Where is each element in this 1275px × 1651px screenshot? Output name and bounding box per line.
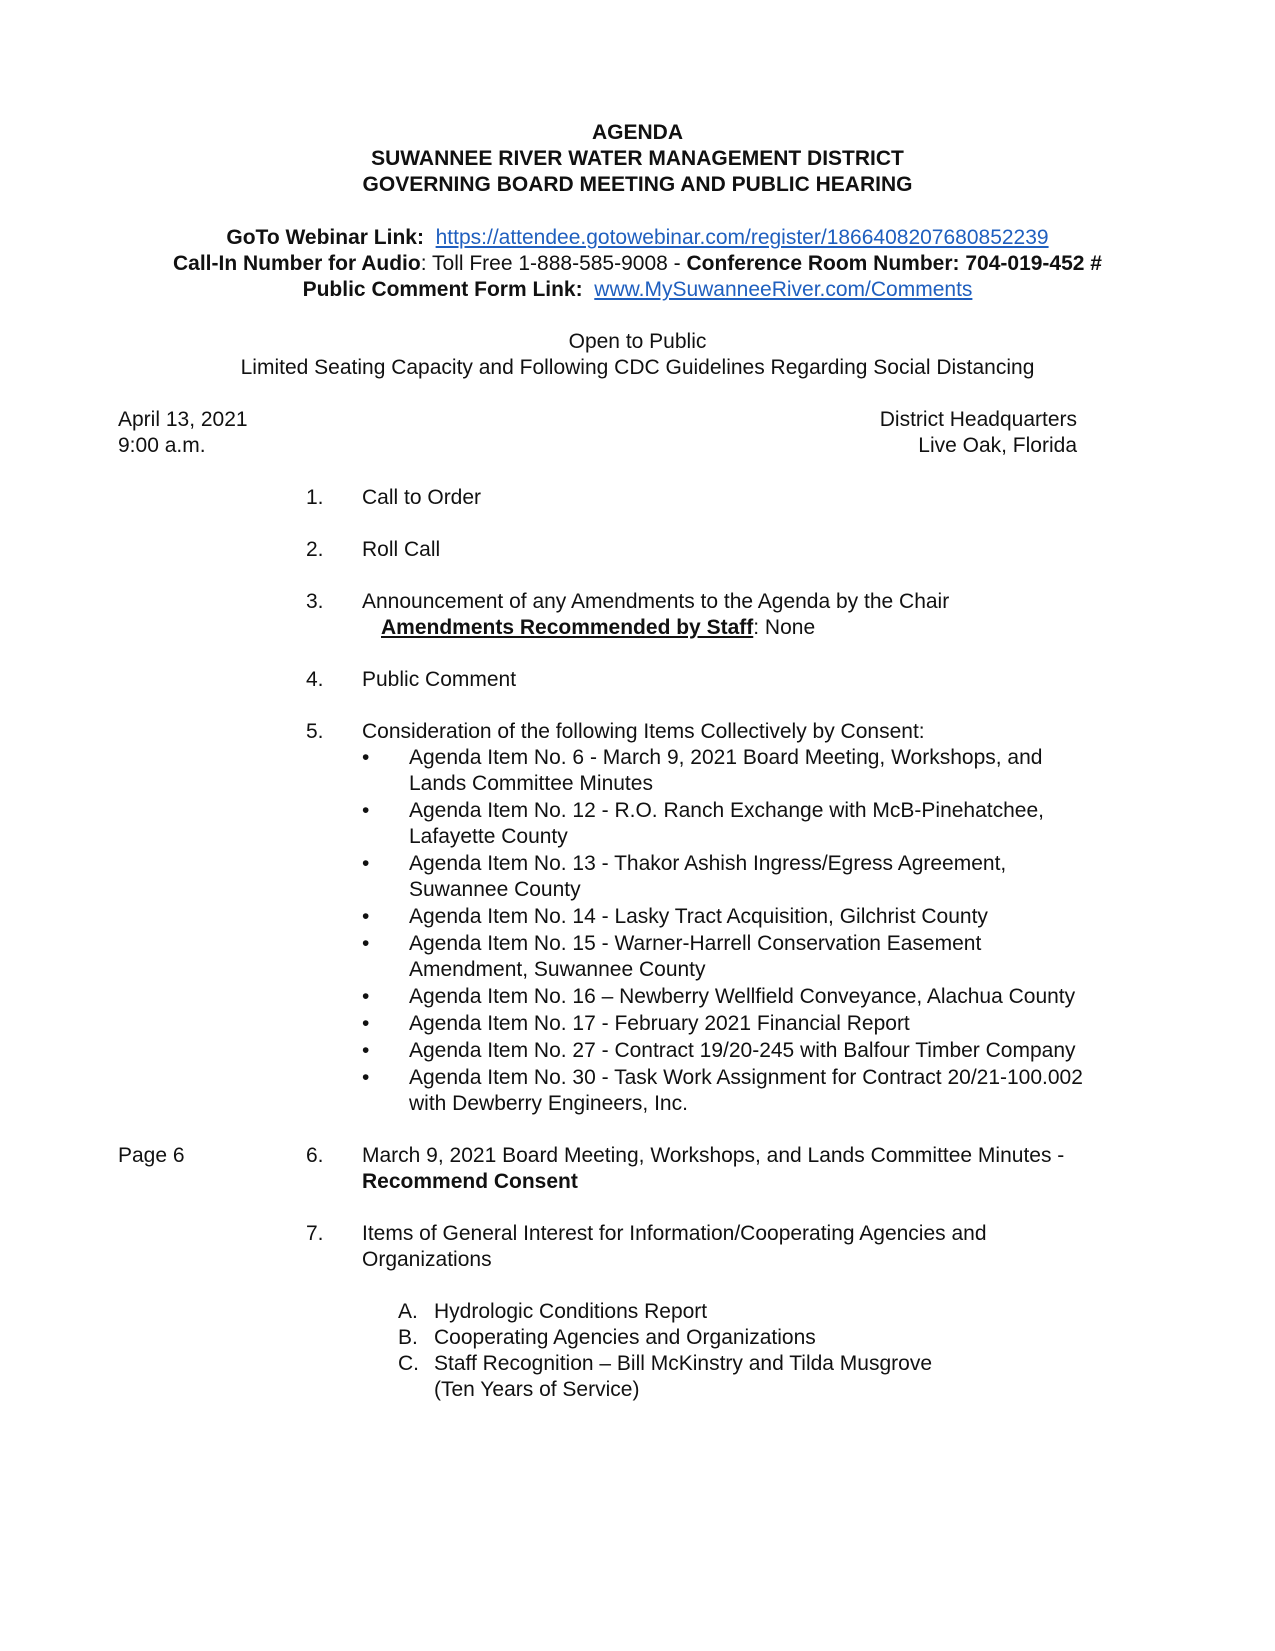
webinar-label: GoTo Webinar Link: [226,226,424,249]
bullet: • [362,1066,370,1089]
seating-notice: Limited Seating Capacity and Following CDC Guidelines Regarding Social Distancing [240,356,1035,379]
item-number: 6. [306,1144,324,1167]
comment-link[interactable]: www.MySuwanneeRiver.com/Comments [594,278,973,301]
consent-item-line: Agenda Item No. 30 - Task Work Assignment for Contract 20/21-100.002 [409,1066,1083,1089]
consent-item-line: Suwannee County [409,878,581,901]
item-number: 5. [306,720,324,743]
callin-line [0,251,1275,277]
district-name: SUWANNEE RIVER WATER MANAGEMENT DISTRICT [371,147,904,170]
item-number: 1. [306,486,324,509]
consent-item-line: Agenda Item No. 27 - Contract 19/20-245 with Balfour Timber Company [409,1039,1076,1062]
sub-item-recognition: Staff Recognition – Bill McKinstry and Tilda Musgrove [434,1352,933,1375]
bullet: • [362,1012,370,1035]
bullet: • [362,799,370,822]
consent-item-line: Lands Committee Minutes [409,772,653,795]
bullet: • [362,985,370,1008]
item-number: 3. [306,590,324,613]
sub-letter: C. [398,1352,419,1375]
staff-amendments [381,615,815,641]
item-number: 2. [306,538,324,561]
sub-item-cooperating: Cooperating Agencies and Organizations [434,1326,816,1349]
consent-item-line: Agenda Item No. 17 - February 2021 Financial Report [409,1012,910,1035]
item-public-comment: Public Comment [362,668,517,691]
item-call-to-order: Call to Order [362,486,482,509]
item-amendments: Announcement of any Amendments to the Agenda by the Chair [362,590,950,613]
meeting-date: April 13, 2021 [118,408,248,431]
item-consent: Consideration of the following Items Collectively by Consent: [362,720,925,743]
sub-item-recognition-cont: (Ten Years of Service) [434,1378,640,1401]
staff-amendments-value: : None [753,616,816,639]
comment-label: Public Comment Form Link: [302,278,583,301]
meeting-city: Live Oak, Florida [918,434,1077,457]
item-number: 7. [306,1222,324,1245]
consent-item-line: with Dewberry Engineers, Inc. [409,1092,688,1115]
item-roll-call: Roll Call [362,538,441,561]
callin-label: Call-In Number for Audio [173,252,421,275]
bullet: • [362,1039,370,1062]
webinar-link[interactable]: https://attendee.gotowebinar.com/register/1866408207680852239 [435,226,1049,249]
meeting-location: District Headquarters [879,408,1077,431]
consent-item-line: Agenda Item No. 13 - Thakor Ashish Ingress/Egress Agreement, [409,852,1007,875]
webinar-line [0,225,1275,251]
consent-item-line: Agenda Item No. 6 - March 9, 2021 Board Meeting, Workshops, and [409,746,1043,769]
conference-number: : 704-019-452 # [952,252,1102,275]
staff-amendments-label: Amendments Recommended by Staff [381,616,754,639]
meeting-type: GOVERNING BOARD MEETING AND PUBLIC HEARING [362,173,913,196]
page-reference: Page 6 [118,1144,185,1167]
consent-item-line: Agenda Item No. 12 - R.O. Ranch Exchange with McB-Pinehatchee, [409,799,1044,822]
sub-letter: A. [398,1300,418,1323]
item-general-interest: Items of General Interest for Information/Cooperating Agencies and [362,1222,987,1245]
consent-item-line: Agenda Item No. 14 - Lasky Tract Acquisition, Gilchrist County [409,905,988,928]
agenda-title: AGENDA [591,121,683,144]
conference-label: Conference Room Number [686,252,953,275]
sub-letter: B. [398,1326,418,1349]
meeting-time: 9:00 a.m. [118,434,206,457]
bullet: • [362,746,370,769]
consent-item-line: Lafayette County [409,825,568,848]
item-general-interest-cont: Organizations [362,1248,492,1271]
recommendation: Recommend Consent [362,1170,578,1193]
sub-item-hydrologic: Hydrologic Conditions Report [434,1300,708,1323]
consent-item-line: Amendment, Suwannee County [409,958,706,981]
callin-number: : Toll Free 1-888-585-9008 - [420,252,687,275]
bullet: • [362,852,370,875]
bullet: • [362,905,370,928]
consent-item-line: Agenda Item No. 16 – Newberry Wellfield Conveyance, Alachua County [409,985,1076,1008]
item-number: 4. [306,668,324,691]
comment-line [0,277,1275,303]
open-to-public: Open to Public [568,330,707,353]
item-minutes: March 9, 2021 Board Meeting, Workshops, and Lands Committee Minutes - [362,1144,1065,1167]
bullet: • [362,932,370,955]
consent-item-line: Agenda Item No. 15 - Warner-Harrell Conservation Easement [409,932,982,955]
